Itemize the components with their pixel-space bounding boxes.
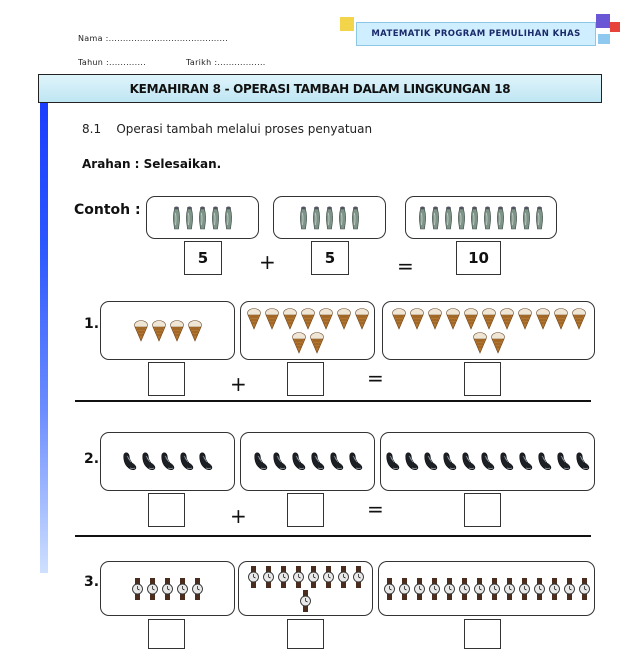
vase-icon: [483, 205, 492, 231]
vase-icon: [299, 205, 308, 231]
watch-icon: [444, 578, 455, 600]
tarikh-field: Tarikh :.................: [186, 58, 266, 67]
watch-icon: [300, 590, 311, 612]
ice-cream-icon: [170, 320, 184, 342]
watch-icon: [162, 578, 173, 600]
vase-icon: [431, 205, 440, 231]
vase-icon: [312, 205, 321, 231]
shoe-icon: [461, 452, 476, 471]
question-1-group-b: [240, 301, 375, 360]
shoe-icon: [291, 452, 306, 471]
watch-icon: [384, 578, 395, 600]
watch-icon: [192, 578, 203, 600]
deco-square-red: [610, 22, 620, 32]
question-3-answer-b[interactable]: [287, 619, 324, 649]
ice-cream-icon: [292, 332, 306, 354]
program-label: MATEMATIK PROGRAM PEMULIHAN KHAS: [356, 22, 596, 46]
deco-square-purple: [596, 14, 610, 28]
vase-icon: [198, 205, 207, 231]
plus-sign: +: [259, 250, 276, 274]
question-1-answer-sum[interactable]: [464, 362, 501, 396]
ice-cream-icon: [188, 320, 202, 342]
watch-icon: [579, 578, 590, 600]
shoe-icon: [423, 452, 438, 471]
instruction: Arahan : Selesaikan.: [82, 157, 222, 171]
deco-square-yellow: [340, 17, 354, 31]
ice-cream-icon: [392, 308, 406, 330]
shoe-icon: [537, 452, 552, 471]
vase-icon: [172, 205, 181, 231]
shoe-icon: [253, 452, 268, 471]
example-label: Contoh :: [74, 202, 141, 218]
watch-icon: [353, 566, 364, 588]
watch-icon: [519, 578, 530, 600]
question-3-group-b: [238, 561, 373, 616]
vase-icon: [444, 205, 453, 231]
vase-icon: [522, 205, 531, 231]
plus-sign: +: [230, 504, 247, 528]
ice-cream-icon: [152, 320, 166, 342]
question-2-group-a: [100, 432, 235, 491]
vase-icon: [535, 205, 544, 231]
ice-cream-icon: [283, 308, 297, 330]
ice-cream-icon: [500, 308, 514, 330]
vase-icon: [185, 205, 194, 231]
question-number: 2.: [84, 451, 100, 467]
watch-icon: [278, 566, 289, 588]
equals-sign: =: [367, 366, 384, 390]
shoe-icon: [329, 452, 344, 471]
ice-cream-icon: [572, 308, 586, 330]
question-number: 3.: [84, 574, 100, 590]
shoe-icon: [160, 452, 175, 471]
ice-cream-icon: [247, 308, 261, 330]
shoe-icon: [385, 452, 400, 471]
deco-square-blue: [598, 34, 610, 44]
question-1-group-a: [100, 301, 235, 360]
question-3-answer-a[interactable]: [148, 619, 185, 649]
vase-icon: [325, 205, 334, 231]
watch-icon: [308, 566, 319, 588]
ice-cream-icon: [355, 308, 369, 330]
watch-icon: [459, 578, 470, 600]
shoe-icon: [480, 452, 495, 471]
vase-icon: [457, 205, 466, 231]
vase-icon: [470, 205, 479, 231]
ice-cream-icon: [134, 320, 148, 342]
vase-icon: [418, 205, 427, 231]
watch-icon: [323, 566, 334, 588]
ice-cream-icon: [482, 308, 496, 330]
question-3-answer-sum[interactable]: [464, 619, 501, 649]
example-answer-sum: 10: [456, 241, 501, 275]
question-2-group-b: [240, 432, 375, 491]
shoe-icon: [179, 452, 194, 471]
shoe-icon: [141, 452, 156, 471]
example-answer-a: 5: [184, 241, 222, 275]
shoe-icon: [272, 452, 287, 471]
watch-icon: [263, 566, 274, 588]
decorative-sidebar: [40, 103, 48, 573]
shoe-icon: [442, 452, 457, 471]
vase-icon: [211, 205, 220, 231]
watch-icon: [549, 578, 560, 600]
equals-sign: =: [367, 497, 384, 521]
watch-icon: [399, 578, 410, 600]
shoe-icon: [518, 452, 533, 471]
plus-sign: +: [230, 372, 247, 396]
question-1-answer-a[interactable]: [148, 362, 185, 396]
watch-icon: [132, 578, 143, 600]
ice-cream-icon: [473, 332, 487, 354]
nama-field: Nama :..........................................: [78, 34, 229, 43]
example-group-a: [146, 196, 259, 239]
question-2-group-sum: [380, 432, 595, 491]
vase-icon: [338, 205, 347, 231]
subtitle: 8.1 Operasi tambah melalui proses penyatuan: [82, 122, 373, 136]
shoe-icon: [198, 452, 213, 471]
shoe-icon: [499, 452, 514, 471]
question-number: 1.: [84, 316, 100, 332]
vase-icon: [351, 205, 360, 231]
ice-cream-icon: [536, 308, 550, 330]
question-1-group-sum: [382, 301, 595, 360]
divider: [75, 400, 591, 402]
ice-cream-icon: [319, 308, 333, 330]
shoe-icon: [575, 452, 590, 471]
example-group-sum: [405, 196, 557, 239]
vase-icon: [224, 205, 233, 231]
ice-cream-icon: [310, 332, 324, 354]
question-3-group-sum: [378, 561, 595, 616]
tahun-field: Tahun :.............: [78, 58, 146, 67]
shoe-icon: [348, 452, 363, 471]
ice-cream-icon: [446, 308, 460, 330]
watch-icon: [564, 578, 575, 600]
watch-icon: [293, 566, 304, 588]
divider: [75, 535, 591, 537]
ice-cream-icon: [518, 308, 532, 330]
shoe-icon: [310, 452, 325, 471]
example-group-b: [273, 196, 386, 239]
vase-icon: [509, 205, 518, 231]
watch-icon: [429, 578, 440, 600]
ice-cream-icon: [491, 332, 505, 354]
ice-cream-icon: [265, 308, 279, 330]
watch-icon: [177, 578, 188, 600]
watch-icon: [248, 566, 259, 588]
watch-icon: [474, 578, 485, 600]
ice-cream-icon: [554, 308, 568, 330]
question-2-answer-a[interactable]: [148, 493, 185, 527]
watch-icon: [414, 578, 425, 600]
ice-cream-icon: [410, 308, 424, 330]
page-title: KEMAHIRAN 8 - OPERASI TAMBAH DALAM LINGKUNGAN 18: [38, 74, 602, 103]
shoe-icon: [404, 452, 419, 471]
question-2-answer-sum[interactable]: [464, 493, 501, 527]
ice-cream-icon: [301, 308, 315, 330]
shoe-icon: [556, 452, 571, 471]
ice-cream-icon: [428, 308, 442, 330]
question-2-answer-b[interactable]: [287, 493, 324, 527]
shoe-icon: [122, 452, 137, 471]
watch-icon: [147, 578, 158, 600]
equals-sign: =: [397, 254, 414, 278]
watch-icon: [534, 578, 545, 600]
watch-icon: [504, 578, 515, 600]
example-answer-b: 5: [311, 241, 349, 275]
watch-icon: [338, 566, 349, 588]
ice-cream-icon: [464, 308, 478, 330]
ice-cream-icon: [337, 308, 351, 330]
watch-icon: [489, 578, 500, 600]
question-3-group-a: [100, 561, 235, 616]
question-1-answer-b[interactable]: [287, 362, 324, 396]
vase-icon: [496, 205, 505, 231]
